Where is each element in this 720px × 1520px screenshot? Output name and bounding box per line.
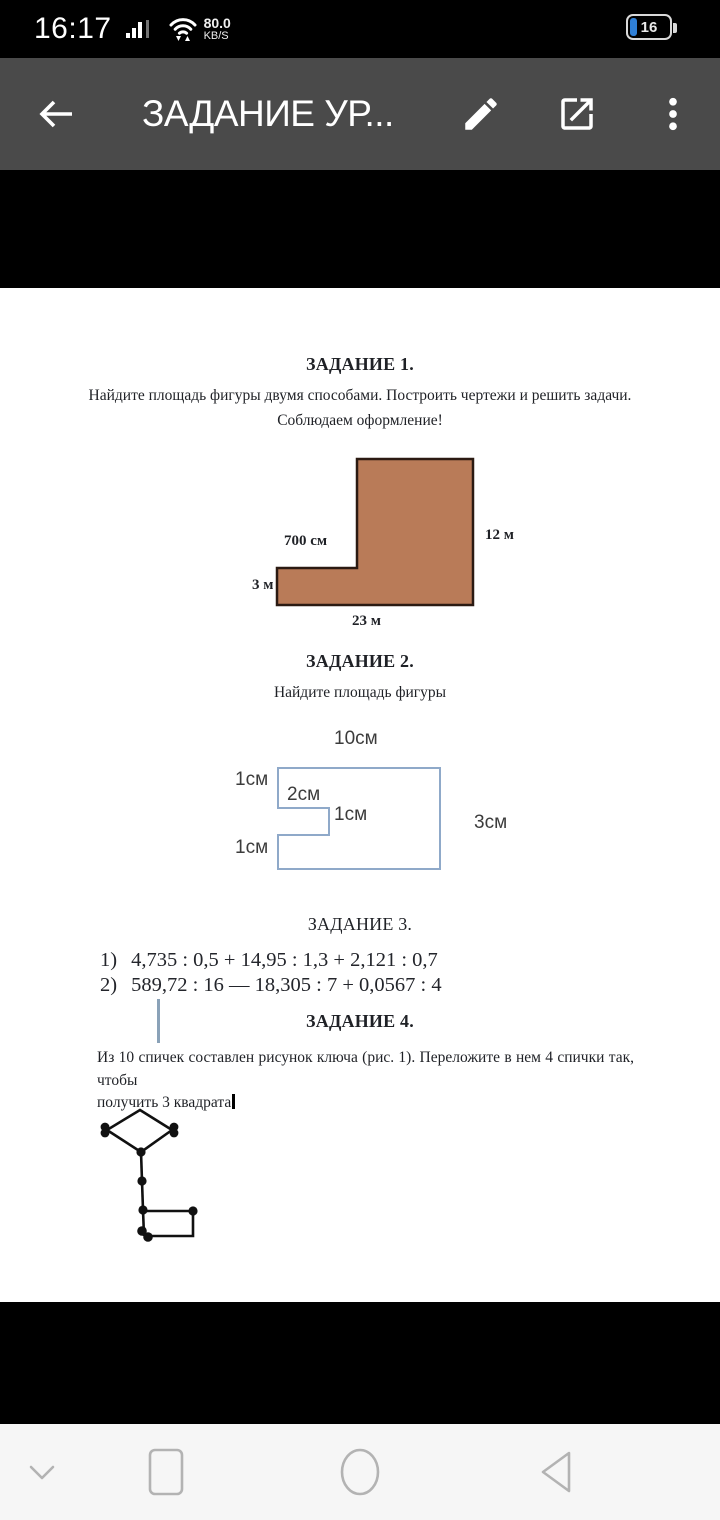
hide-nav-button[interactable] <box>14 1424 70 1520</box>
overflow-menu-icon <box>652 93 694 135</box>
network-speed-unit: KB/S <box>203 29 229 42</box>
overflow-menu-button[interactable] <box>650 91 696 137</box>
task1-label-right: 12 м <box>485 527 514 543</box>
task2-heading: ЗАДАНИЕ 2. <box>306 651 414 671</box>
task2-label-notch: 2см <box>287 784 321 805</box>
task1-description-line1: Найдите площадь фигуры двумя способами. Построить чертежи и решить задачи. <box>88 387 632 404</box>
app-bar-actions <box>458 91 696 137</box>
clock: 16:17 <box>34 12 112 45</box>
task2-label-top: 10см <box>334 728 378 749</box>
network-speed <box>204 16 231 42</box>
task4-description-line2: получить 3 квадрата <box>97 1094 232 1111</box>
task2-label-right: 3см <box>474 812 508 833</box>
battery-percent: 16 <box>640 18 658 36</box>
task3-expression-2: 2) 589,72 : 16 — 18,305 : 7 + 0,0567 : 4 <box>100 974 442 996</box>
task2-label-bottom-left: 1см <box>235 837 269 858</box>
task4-description-line1: Из 10 спичек составлен рисунок ключа (рис. 1). Переложите в нем 4 спички так, чтобы <box>97 1049 634 1089</box>
task1-description-line2: Соблюдаем оформление! <box>277 412 443 429</box>
recents-button[interactable] <box>136 1424 196 1520</box>
navigation-bar <box>0 1424 720 1520</box>
recents-square-icon <box>146 1446 186 1498</box>
home-circle-icon <box>338 1446 382 1498</box>
task4-figure-matchstick-key <box>95 1100 210 1250</box>
task1-label-top: 700 см <box>284 533 328 549</box>
text-cursor <box>232 1094 235 1109</box>
task4-heading: ЗАДАНИЕ 4. <box>306 1011 414 1031</box>
back-button[interactable] <box>32 90 80 138</box>
document-page[interactable] <box>0 288 720 1302</box>
battery-icon <box>626 14 672 40</box>
task1-figure-l-shape <box>250 452 490 612</box>
task2-label-top-left: 1см <box>235 769 269 790</box>
letterbox-bottom <box>0 1302 720 1424</box>
task2-description: Найдите площадь фигуры <box>273 684 447 701</box>
signal-strength-icon <box>122 17 158 41</box>
edit-pencil-icon <box>460 93 502 135</box>
task2-label-center: 1см <box>334 804 368 825</box>
network-speed-value: 80.0 <box>203 14 231 31</box>
open-in-new-icon <box>556 93 598 135</box>
letterbox-top <box>0 170 720 288</box>
back-nav-button[interactable] <box>528 1424 588 1520</box>
battery-fill <box>630 18 637 36</box>
home-button[interactable] <box>330 1424 390 1520</box>
wifi-icon <box>168 16 198 42</box>
task3-heading: ЗАДАНИЕ 3. <box>307 914 413 934</box>
task3-expression-1: 1) 4,735 : 0,5 + 14,95 : 1,3 + 2,121 : 0,7 <box>100 949 438 971</box>
task1-label-bottom: 23 м <box>352 613 381 629</box>
status-bar <box>0 0 720 58</box>
edit-button[interactable] <box>458 91 504 137</box>
task1-heading: ЗАДАНИЕ 1. <box>306 354 414 374</box>
battery-nub <box>673 23 677 33</box>
task1-label-left: 3 м <box>252 577 274 593</box>
document-title: ЗАДАНИЕ УР... <box>142 93 394 134</box>
chevron-down-icon <box>23 1457 61 1487</box>
app-bar <box>0 58 720 170</box>
back-triangle-icon <box>535 1447 581 1497</box>
back-arrow-icon <box>34 92 78 136</box>
open-in-new-button[interactable] <box>554 91 600 137</box>
